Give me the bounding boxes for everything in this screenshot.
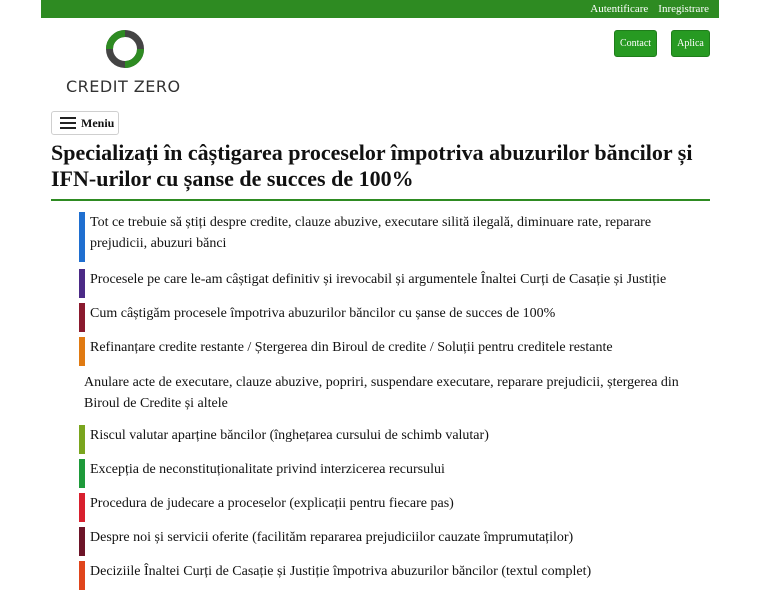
list-item-link[interactable]: Tot ce trebuie să știți despre credite, clauze abuzive, executare silită ilegală, diminuare rate, reparare prejudicii, abuzuri bănci [90,215,652,251]
contact-button[interactable]: Contact [614,30,657,57]
apply-button[interactable]: Aplica [671,30,710,57]
list-item-link[interactable]: Procesele pe care le-am câștigat definitiv și irevocabil și argumentele Înaltei Curți de Casație și Justiție [90,272,667,287]
login-link[interactable]: Autentificare [590,3,649,15]
list-item-anulare-acte[interactable] [79,372,709,414]
list-item-refinantare[interactable] [79,337,709,366]
list-item-link[interactable]: Riscul valutar aparține băncilor (înghețarea cursului de schimb valutar) [90,428,489,443]
list-item-exceptia[interactable] [79,459,709,488]
list-item-deciziile[interactable] [79,561,709,590]
logo-text: CREDIT ZERO [66,77,181,96]
list-item-link[interactable]: Procedura de judecare a proceselor (explicații pentru fiecare pas) [90,496,454,511]
site-logo[interactable] [63,27,193,99]
list-item-procedura[interactable] [79,493,709,522]
title-divider [51,199,710,201]
register-link[interactable]: Inregistrare [658,3,709,15]
hamburger-icon [60,117,76,129]
list-item-risc-valutar[interactable] [79,425,709,454]
menu-label: Meniu [81,115,115,130]
list-item-link[interactable]: Deciziile Înaltei Curți de Casație și Justiție împotriva abuzurilor băncilor (textul complet) [90,564,592,579]
list-item-link[interactable]: Anulare acte de executare, clauze abuzive, popriri, suspendare executare, reparare prejudicii, ștergerea din Biroul de Credite și altele [84,375,679,411]
list-item-despre-noi[interactable] [79,527,709,556]
list-item-link[interactable]: Excepția de neconstituționalitate privind interzicerea recursului [90,462,445,477]
top-bar [41,0,719,18]
credit-zero-logo-icon [103,27,147,71]
list-item-cum-castigam[interactable] [79,303,709,332]
list-item-credite[interactable] [79,212,709,262]
page-title: Specializați în câștigarea proceselor împotriva abuzurilor băncilor și IFN-urilor cu șanse de succes de 100% [51,140,693,191]
menu-button[interactable] [51,111,119,135]
list-item-link[interactable]: Refinanțare credite restante / Ștergerea din Biroul de credite / Soluții pentru creditele restante [90,340,613,355]
list-item-procese-castigate[interactable] [79,269,709,298]
list-item-link[interactable]: Despre noi și servicii oferite (facilităm repararea prejudiciilor cauzate împrumutaților) [90,530,574,545]
list-item-link[interactable]: Cum câștigăm procesele împotriva abuzurilor băncilor cu șanse de succes de 100% [90,306,556,321]
